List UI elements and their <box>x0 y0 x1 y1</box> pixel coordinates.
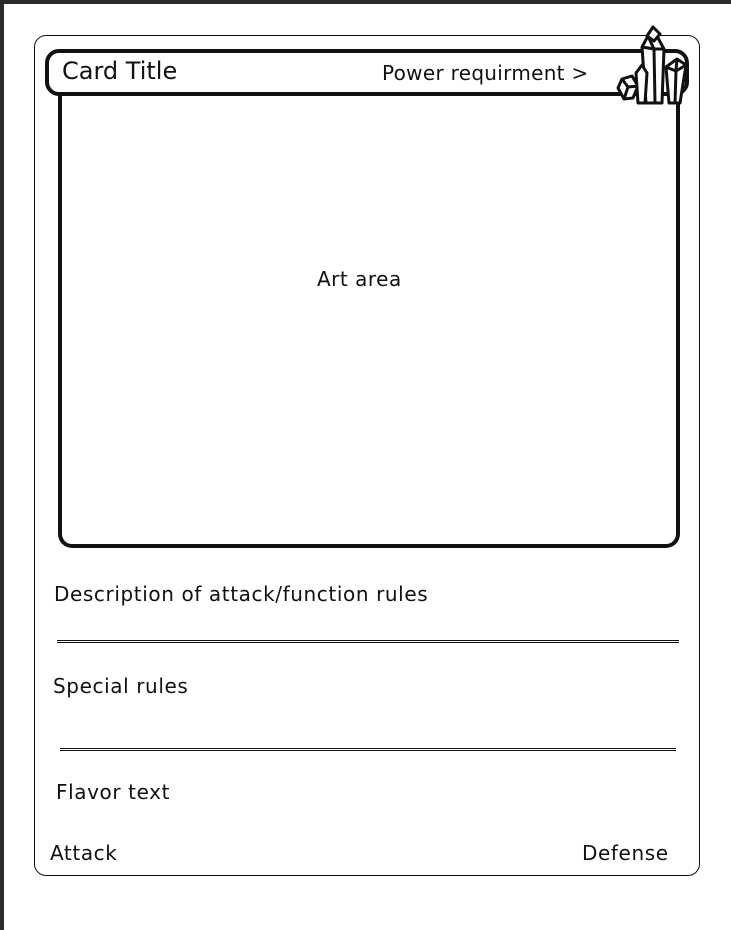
divider-line <box>57 640 679 643</box>
divider-line <box>60 748 676 751</box>
special-rules-text: Special rules <box>53 674 189 698</box>
attack-label: Attack <box>50 841 118 865</box>
crystal-cluster-icon <box>614 25 690 107</box>
art-area-frame <box>58 92 680 548</box>
left-edge-bar <box>0 0 4 930</box>
card-title: Card Title <box>62 57 178 85</box>
defense-label: Defense <box>582 841 669 865</box>
power-requirement-label: Power requirment > <box>382 61 589 85</box>
top-edge-bar <box>0 0 731 4</box>
description-rules-text: Description of attack/function rules <box>54 582 429 606</box>
art-area-label: Art area <box>317 267 402 291</box>
flavor-text: Flavor text <box>56 780 171 804</box>
